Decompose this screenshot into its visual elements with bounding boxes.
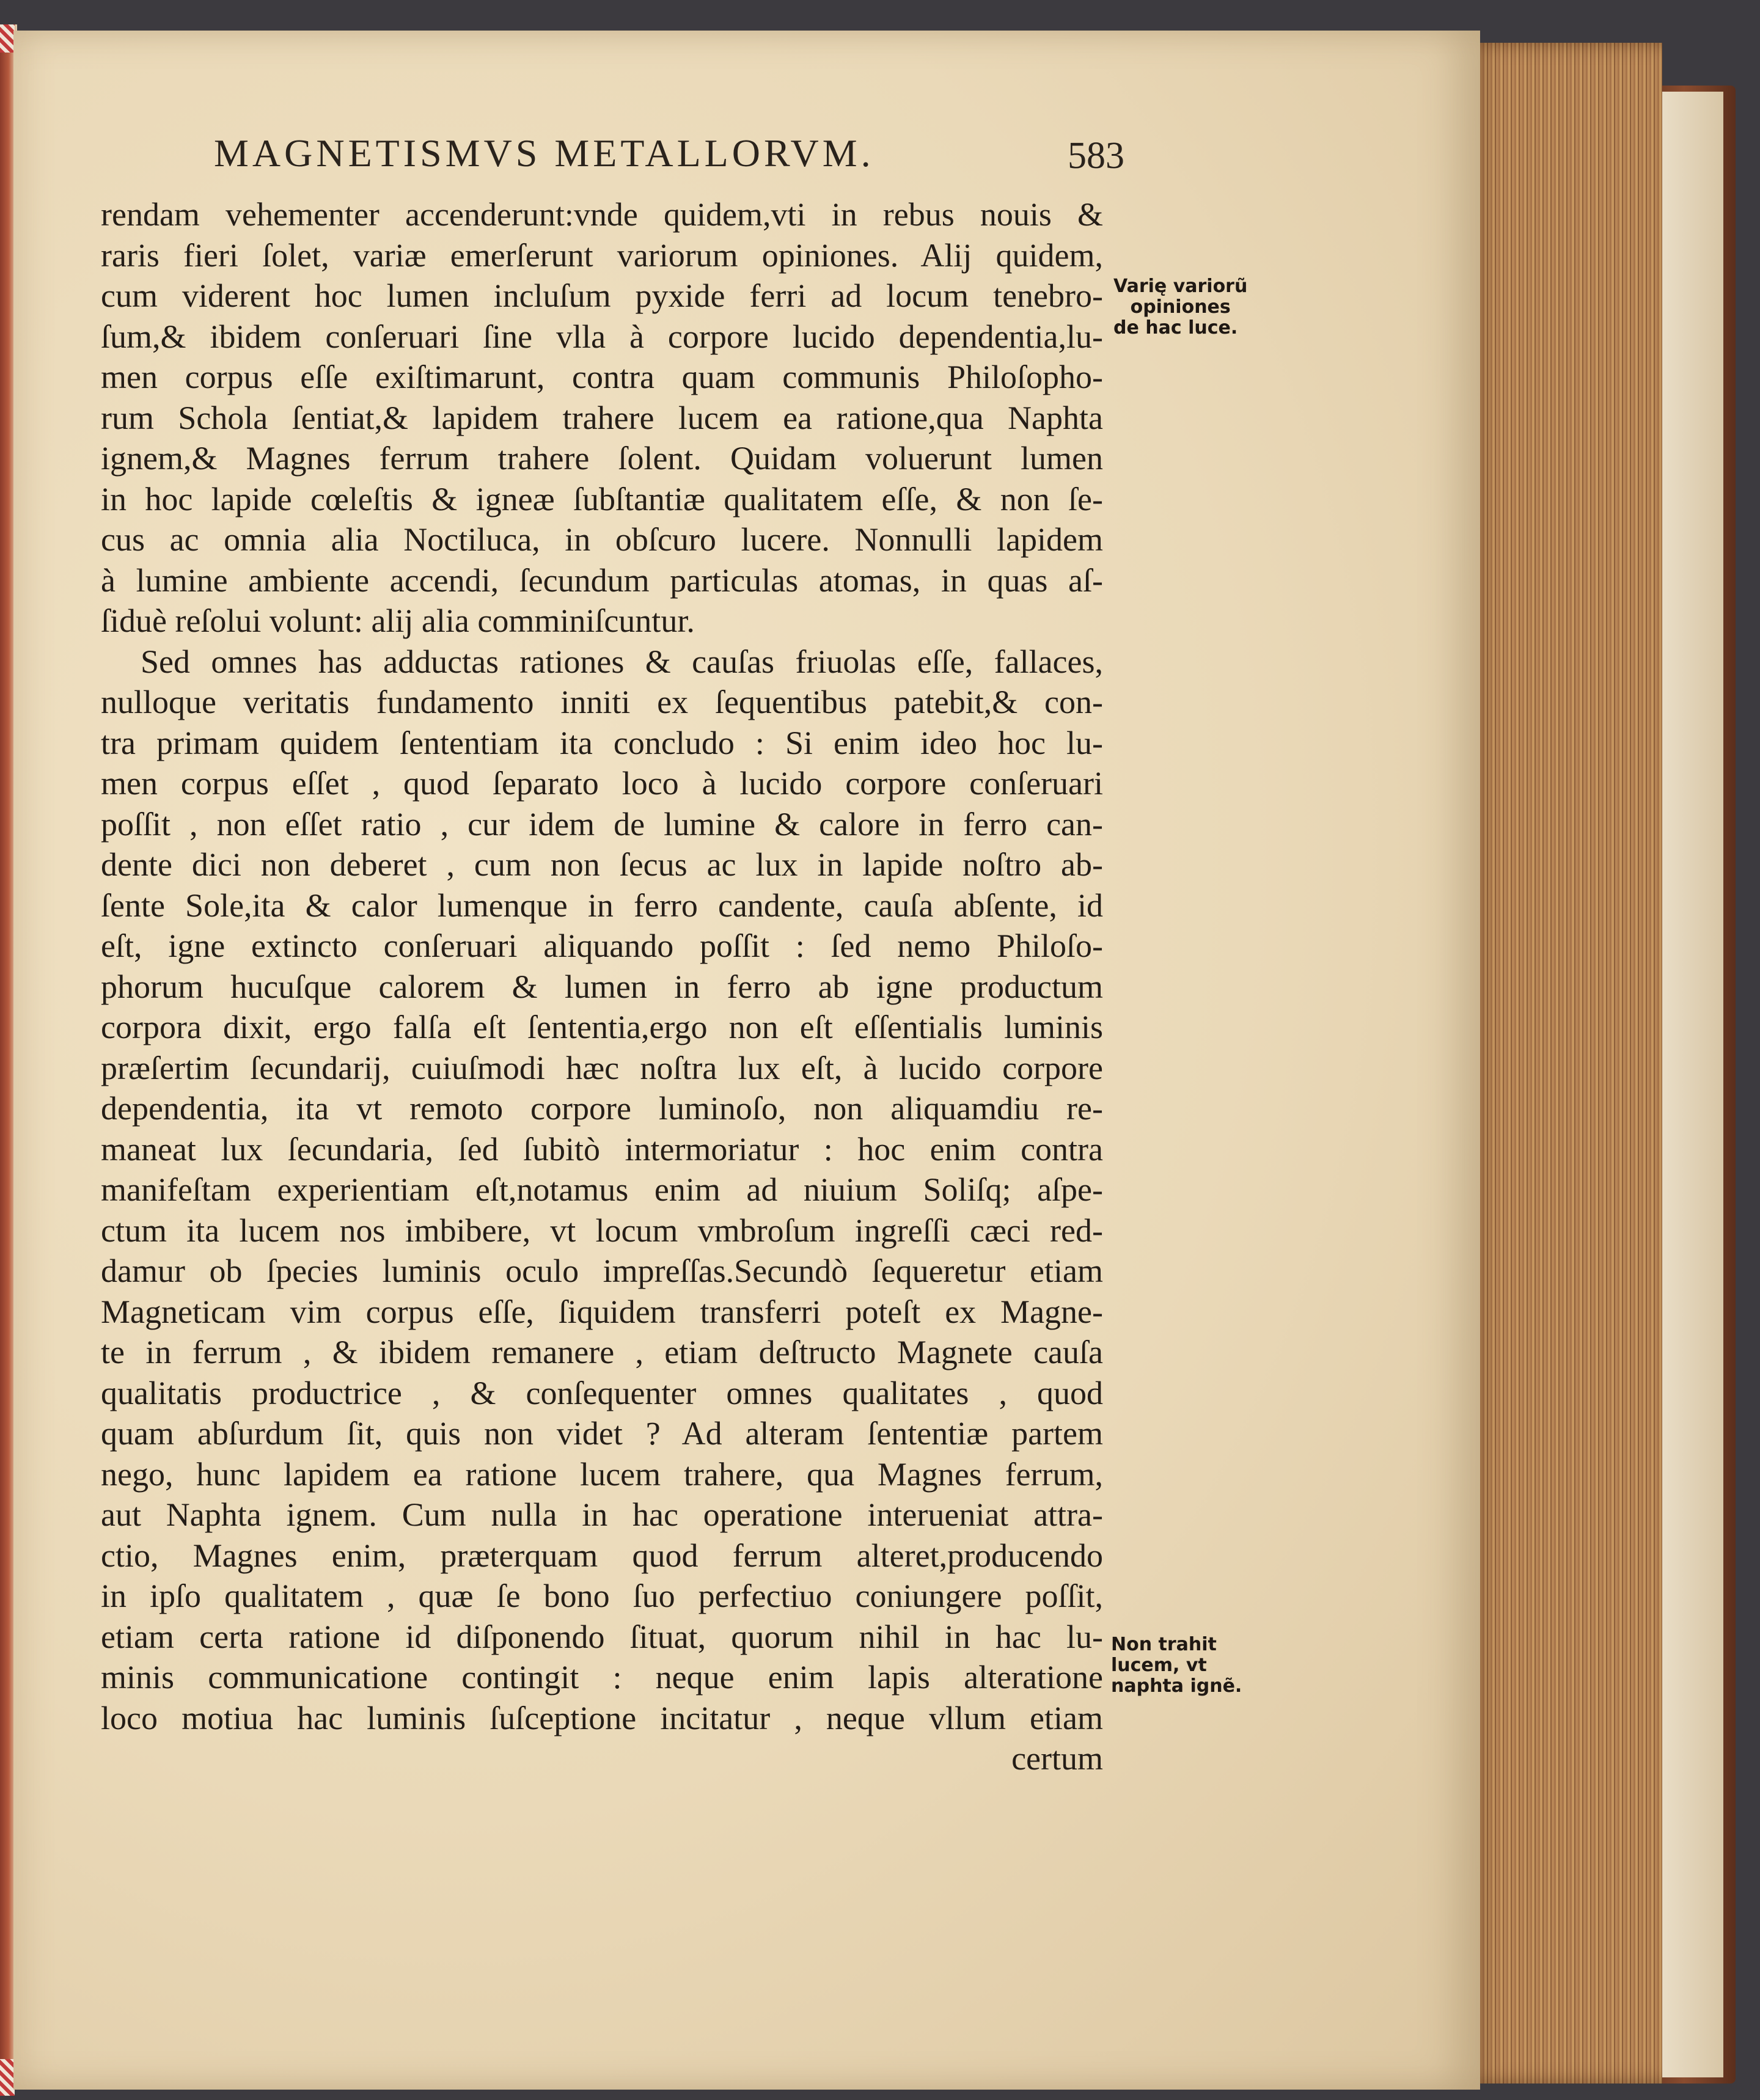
text-line: rum Schola ſentiat,& lapidem trahere lucem ea ratione,qua Naphta bbox=[101, 399, 1103, 436]
text-line: dente dici non deberet , cum non ſecus ac lux in lapide noſtro ab- bbox=[101, 846, 1103, 883]
text-line: rendam vehementer accenderunt:vnde quidem,vti in rebus nouis & bbox=[101, 196, 1103, 233]
text-line: à lumine ambiente accendi, ſecundum particulas atomas, in quas aſ- bbox=[101, 562, 1103, 599]
text-line: etiam certa ratione id diſponendo ſituat, quorum nihil in hac lu- bbox=[101, 1618, 1103, 1655]
running-title: MAGNETISMVS METALLORVM. bbox=[214, 131, 875, 175]
text-line: ſente Sole,ita & calor lumenque in ferro candente, cauſa abſente, id bbox=[101, 887, 1103, 924]
text-line: raris fieri ſolet, variæ emerſerunt variorum opiniones. Alij quidem, bbox=[101, 236, 1103, 274]
text-line: nulloque veritatis fundamento inniti ex ſequentibus patebit,& con- bbox=[101, 684, 1103, 720]
text-line: aut Naphta ignem. Cum nulla in hac operatione interueniat attra- bbox=[101, 1496, 1103, 1533]
main-text-block bbox=[101, 194, 1103, 1779]
cover-inner-paper bbox=[1662, 92, 1723, 2077]
text-line: loco motiua hac luminis ſuſceptione incitatur , neque vllum etiam bbox=[101, 1699, 1103, 1736]
marginal-note-attraction bbox=[1111, 1634, 1242, 1697]
marginal-note-line: de hac luce. bbox=[1113, 317, 1238, 338]
text-line: Sed omnes has adductas rationes & cauſas friuolas eſſe, fallaces, bbox=[141, 643, 1103, 680]
text-line: ignem,& Magnes ferrum trahere ſolent. Quidam voluerunt lumen bbox=[101, 440, 1103, 477]
text-line: nego, hunc lapidem ea ratione lucem trahere, qua Magnes ferrum, bbox=[101, 1455, 1103, 1493]
text-line: cum viderent hoc lumen incluſum pyxide ferri ad locum tenebro- bbox=[101, 277, 1103, 314]
page-number: 583 bbox=[1068, 135, 1124, 177]
marginal-note-opinions bbox=[1113, 276, 1247, 338]
marginal-note-line: naphta ignẽ. bbox=[1111, 1675, 1242, 1697]
text-line: ctio, Magnes enim, præterquam quod ferrum alteret,producendo bbox=[101, 1537, 1103, 1574]
text-line: præſertim ſecundarij, cuiuſmodi hæc noſtra lux eſt, à lucido corpore bbox=[101, 1049, 1103, 1086]
text-line: damur ob ſpecies luminis oculo impreſſas.Secundò ſequeretur etiam bbox=[101, 1253, 1103, 1289]
marginal-note-line: Varię variorũ bbox=[1113, 276, 1248, 297]
page-block-edges bbox=[1467, 43, 1662, 2084]
text-line: men corpus eſſe exiſtimarunt, contra quam communis Philoſopho- bbox=[101, 359, 1103, 395]
text-line: in hoc lapide cœleſtis & igneæ ſubſtantiæ qualitatem eſſe, & non ſe- bbox=[101, 480, 1103, 518]
text-line: te in ferrum , & ibidem remanere , etiam deſtructo Magnete cauſa bbox=[101, 1334, 1103, 1370]
text-line: corpora dixit, ergo falſa eſt ſententia,ergo non eſt eſſentialis luminis bbox=[101, 1009, 1103, 1045]
marginal-note-line: Non trahit bbox=[1111, 1634, 1217, 1655]
text-line: ſiduè reſolui volunt: alij alia comminiſcuntur. bbox=[101, 602, 695, 639]
text-line: poſſit , non eſſet ratio , cur idem de lumine & calore in ferro can- bbox=[101, 805, 1103, 843]
binding-ribbon-bottom bbox=[0, 2059, 15, 2096]
text-line: eſt, igne extincto conſeruari aliquando poſſit : ſed nemo Philoſo- bbox=[101, 927, 1103, 964]
text-line: dependentia, ita vt remoto corpore luminoſo, non aliquamdiu re- bbox=[101, 1090, 1103, 1127]
text-line: men corpus eſſet , quod ſeparato loco à lucido corpore conſeruari bbox=[101, 765, 1103, 802]
text-line: cus ac omnia alia Noctiluca, in obſcuro lucere. Nonnulli lapidem bbox=[101, 521, 1103, 558]
text-line: phorum hucuſque calorem & lumen in ferro ab igne productum bbox=[101, 968, 1103, 1005]
text-line: qualitatis productrice , & conſequenter omnes qualitates , quod bbox=[101, 1374, 1103, 1411]
text-line: in ipſo qualitatem , quæ ſe bono ſuo perfectiuo coniungere poſſit, bbox=[101, 1578, 1103, 1614]
catchword: certum bbox=[1011, 1740, 1103, 1777]
text-line: tra primam quidem ſententiam ita concludo : Si enim ideo hoc lu- bbox=[101, 724, 1103, 761]
text-line: quam abſurdum ſit, quis non videt ? Ad alteram ſententiæ partem bbox=[101, 1415, 1103, 1452]
text-line: minis communicatione contingit : neque enim lapis alteratione bbox=[101, 1659, 1103, 1696]
text-line: manifeſtam experientiam eſt,notamus enim ad niuium Soliſq; aſpe- bbox=[101, 1171, 1103, 1208]
binding-ribbon-top bbox=[0, 24, 15, 53]
text-line: maneat lux ſecundaria, ſed ſubitò intermoriatur : hoc enim contra bbox=[101, 1130, 1103, 1168]
text-line: ctum ita lucem nos imbibere, vt locum vmbroſum ingreſſi cæci red- bbox=[101, 1212, 1103, 1249]
marginal-note-line: lucem, vt bbox=[1111, 1655, 1207, 1676]
text-line: ſum,& ibidem conſeruari ſine vlla à corpore lucido dependentia,lu- bbox=[101, 318, 1103, 355]
marginal-note-line: opiniones bbox=[1130, 296, 1231, 318]
text-line: Magneticam vim corpus eſſe, ſiquidem transferri poteſt ex Magne- bbox=[101, 1293, 1103, 1330]
page-header bbox=[214, 131, 1124, 186]
